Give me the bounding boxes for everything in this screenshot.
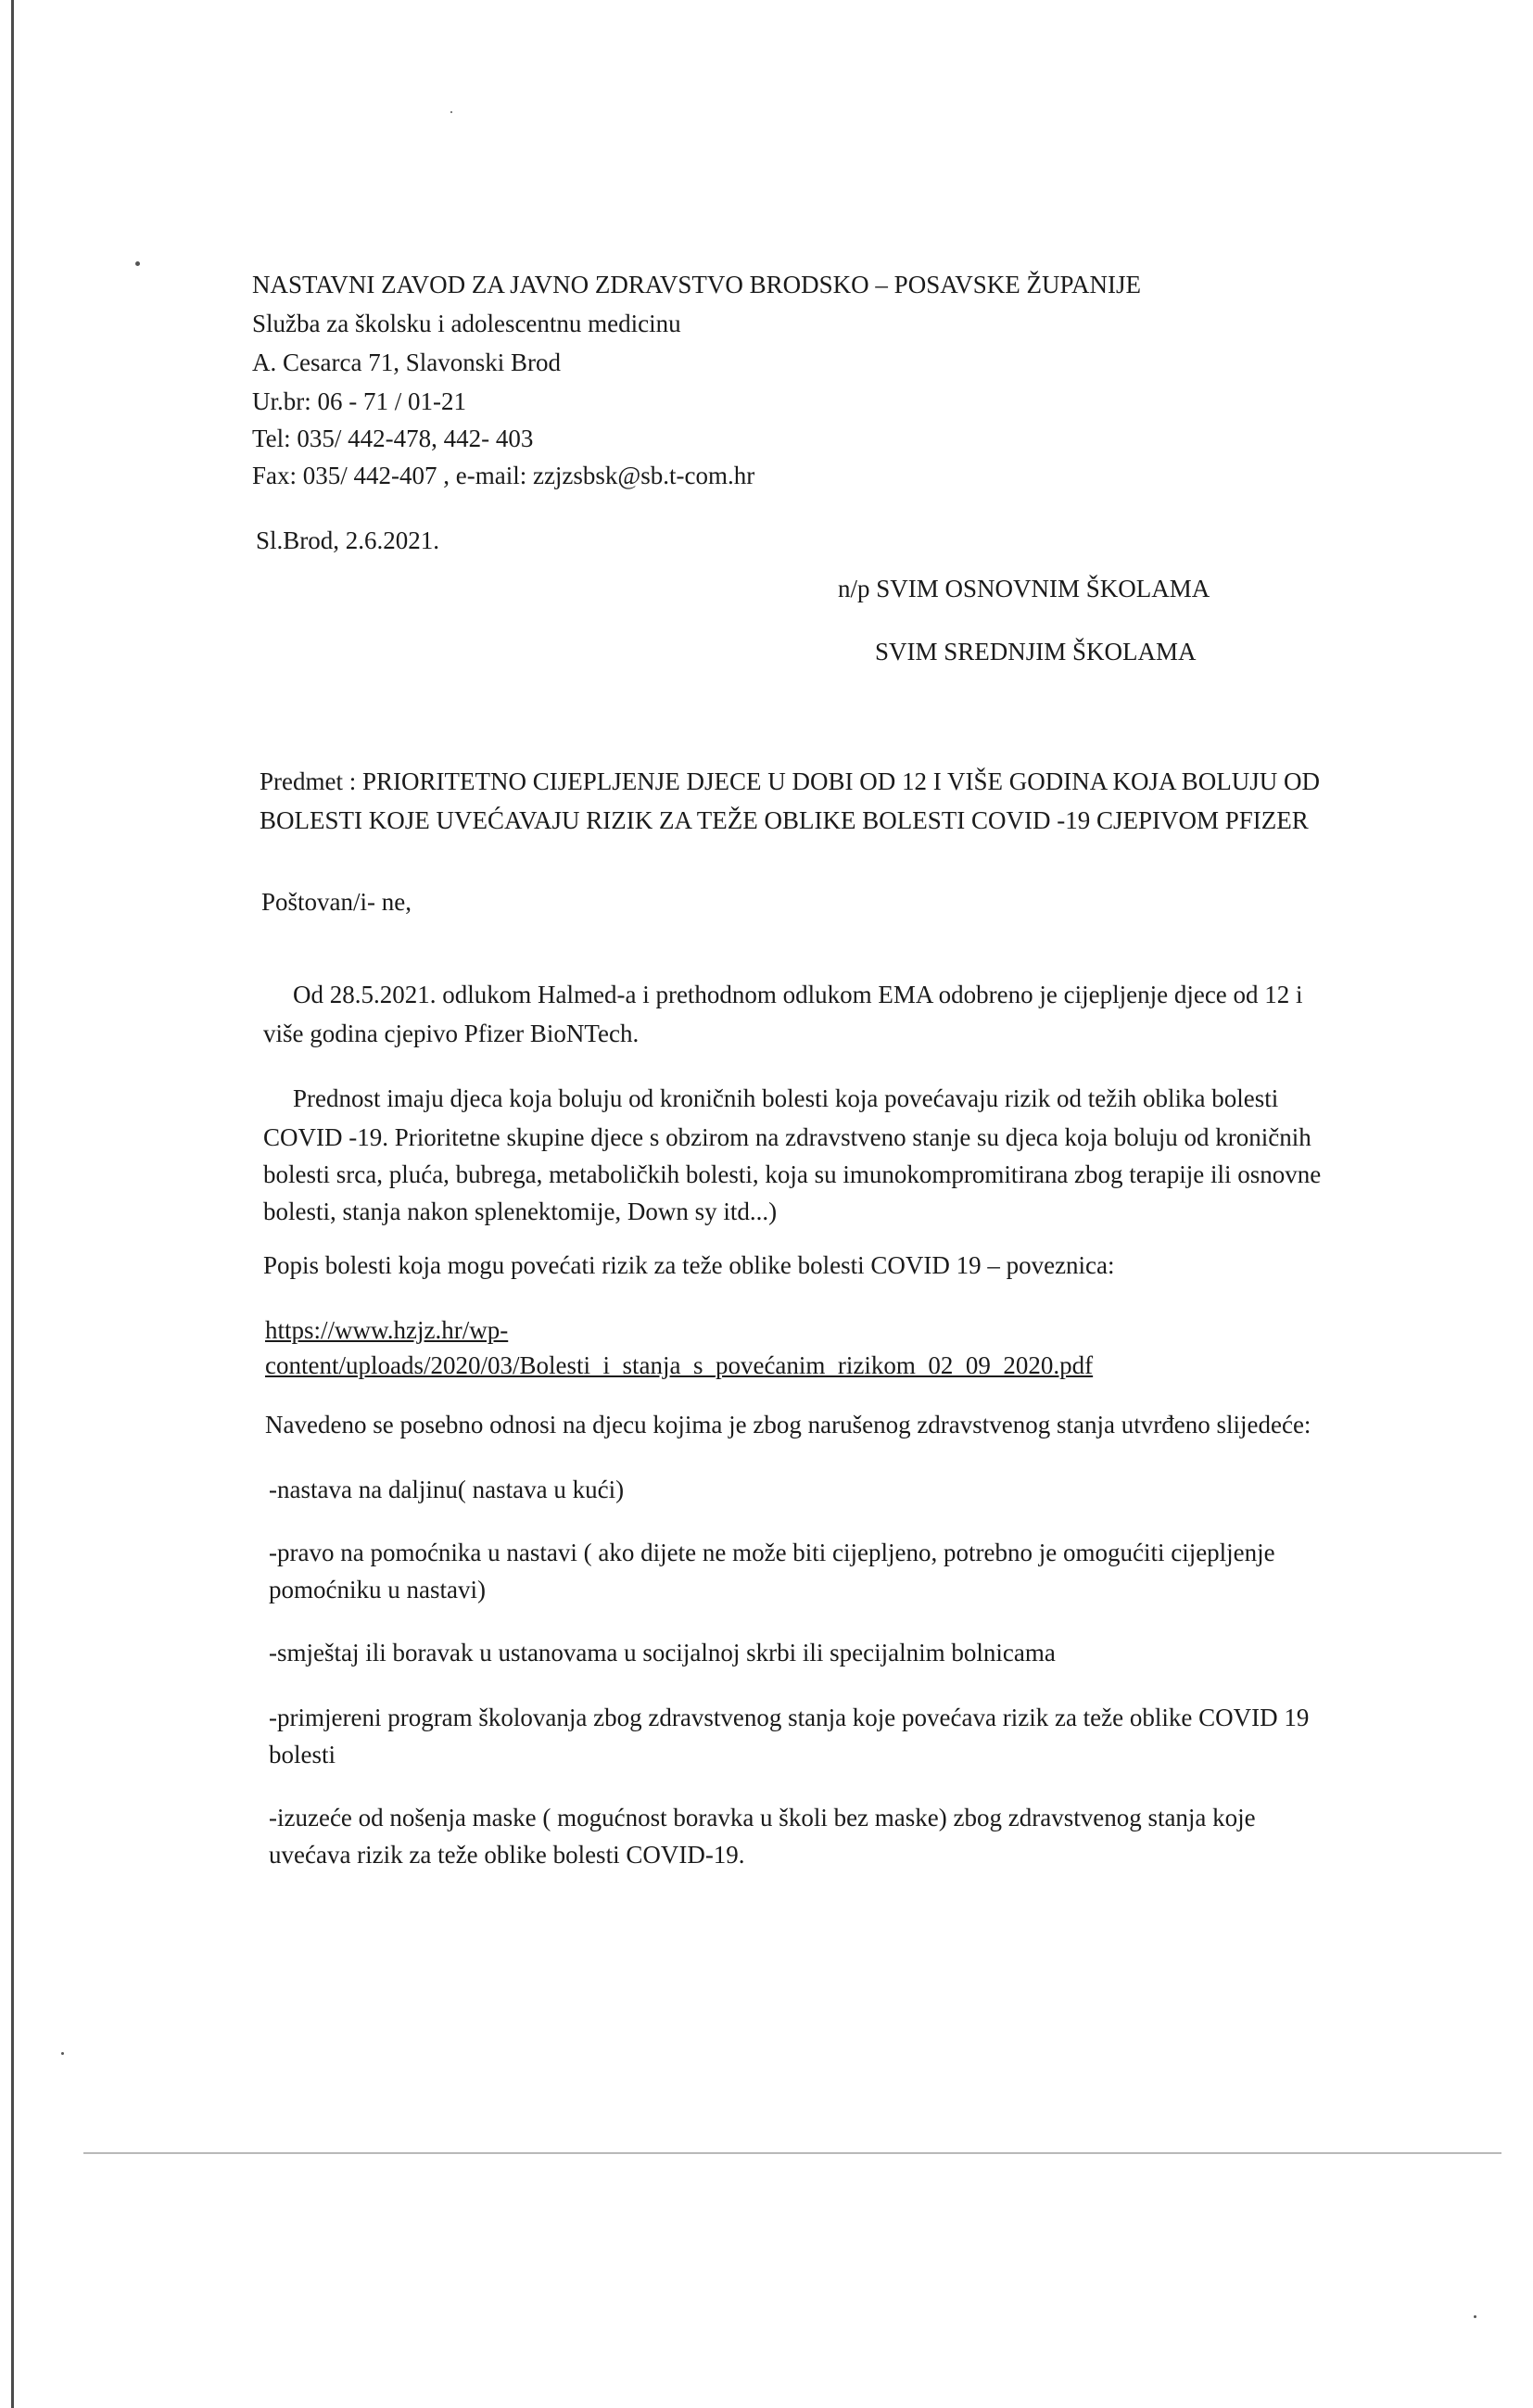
list-item-continuation: uvećava rizik za teže oblike bolesti COVID-19.	[269, 1841, 745, 1869]
organization-name: NASTAVNI ZAVOD ZA JAVNO ZDRAVSTVO BRODSKO – POSAVSKE ŽUPANIJE	[252, 271, 1142, 298]
footer-rule	[83, 2152, 1501, 2154]
paragraph-line: COVID -19. Prioritetne skupine djece s obzirom na zdravstveno stanje su djeca koja boluju od kroničnih	[263, 1123, 1311, 1151]
paragraph-line: Prednost imaju djeca koja boluju od kroničnih bolesti koja povećavaju rizik od težih oblika bolesti	[293, 1084, 1279, 1112]
list-item-continuation: pomoćniku u nastavi)	[269, 1576, 486, 1603]
scan-speck	[135, 261, 140, 266]
paragraph-line: bolesti srca, pluća, bubrega, metaboličkih bolesti, koja su imunokompromitirana zbog terapije ili osnovne	[263, 1160, 1322, 1188]
hyperlink[interactable]: content/uploads/2020/03/Bolesti_i_stanja_s_povećanim_rizikom_02_09_2020.pdf	[265, 1351, 1094, 1379]
recipient-line: n/p SVIM OSNOVNIM ŠKOLAMA	[838, 575, 1210, 602]
recipient-line: SVIM SREDNJIM ŠKOLAMA	[875, 638, 1197, 665]
paragraph-line: bolesti, stanja nakon splenektomije, Down sy itd...)	[263, 1198, 778, 1225]
scan-speck	[61, 2052, 64, 2055]
hyperlink[interactable]: https://www.hzjz.hr/wp-	[265, 1316, 509, 1344]
list-item: -izuzeće od nošenja maske ( mogućnost boravka u školi bez maske) zbog zdravstvenog stanja koje	[269, 1804, 1256, 1831]
list-item: -smještaj ili boravak u ustanovama u socijalnoj skrbi ili specijalnim bolnicama	[269, 1639, 1056, 1667]
letter-date: Sl.Brod, 2.6.2021.	[256, 526, 440, 554]
fax-email: Fax: 035/ 442-407 , e-mail: zzjzsbsk@sb.t-com.hr	[252, 462, 755, 489]
subject-line: Predmet : PRIORITETNO CIJEPLJENJE DJECE U DOBI OD 12 I VIŠE GODINA KOJA BOLUJU OD	[260, 767, 1320, 795]
telephone: Tel: 035/ 442-478, 442- 403	[252, 425, 534, 452]
list-item-continuation: bolesti	[269, 1741, 336, 1768]
list-item: -primjereni program školovanja zbog zdravstvenog stanja koje povećava rizik za teže oblike COVID 19	[269, 1704, 1310, 1731]
scan-speck	[1474, 2315, 1476, 2318]
subject-line: BOLESTI KOJE UVEĆAVAJU RIZIK ZA TEŽE OBLIKE BOLESTI COVID -19 CJEPIVOM PFIZER	[260, 806, 1309, 834]
scan-speck	[450, 111, 452, 113]
list-item: -nastava na daljinu( nastava u kući)	[269, 1476, 625, 1503]
paragraph-line: Navedeno se posebno odnosi na djecu kojima je zbog narušenog zdravstvenog stanja utvrđeno slijedeće:	[265, 1411, 1311, 1438]
salutation: Poštovan/i- ne,	[261, 888, 412, 916]
paragraph-line: Popis bolesti koja mogu povećati rizik za teže oblike bolesti COVID 19 – poveznica:	[263, 1251, 1115, 1279]
reference-number: Ur.br: 06 - 71 / 01-21	[252, 387, 466, 415]
scan-edge-line	[11, 0, 14, 2408]
address: A. Cesarca 71, Slavonski Brod	[252, 349, 561, 376]
paragraph-line: Od 28.5.2021. odlukom Halmed-a i prethodnom odlukom EMA odobreno je cijepljenje djece od 12 i	[293, 981, 1303, 1008]
service-name: Služba za školsku i adolescentnu medicinu	[252, 310, 681, 337]
list-item: -pravo na pomoćnika u nastavi ( ako dijete ne može biti cijepljeno, potrebno je omogućiti cijepljenje	[269, 1539, 1275, 1566]
paragraph-line: više godina cjepivo Pfizer BioNTech.	[263, 1020, 640, 1047]
